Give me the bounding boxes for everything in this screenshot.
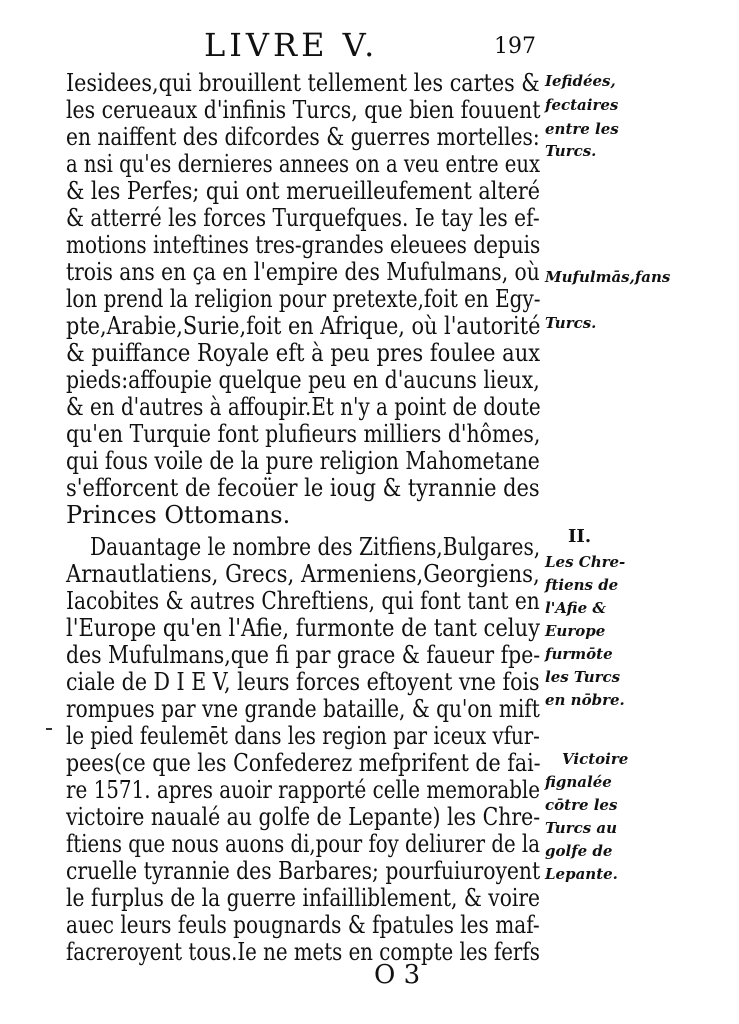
- line-text: Dauantage le nombre des Zitfiens,Bulgares,: [90, 533, 541, 561]
- note-text: golfe de: [545, 842, 613, 860]
- note-text: Turcs.: [545, 314, 597, 332]
- margin-note: [0, 70, 739, 94]
- margin-tick-mark: [46, 728, 52, 730]
- note-text: fignalée: [545, 773, 612, 791]
- line-text: & atterré les forces Turquefques. Ie tay les ef-: [66, 204, 540, 232]
- margin-note: [0, 794, 739, 818]
- line-text: qu'en Turquie font plufieurs milliers d'hômes,: [66, 420, 541, 448]
- line-text: Iesidees,qui brouillent tellement les cartes &: [66, 69, 540, 97]
- body-line: [0, 230, 739, 260]
- note-text: l'Afie &: [545, 599, 606, 617]
- margin-note: [0, 771, 739, 795]
- line-text: qui fous voile de la pure religion Mahometane: [66, 447, 540, 475]
- margin-note: [0, 863, 739, 887]
- line-text: pieds:affoupie quelque peu en d'aucuns lieux,: [66, 366, 540, 394]
- line-text: pees(ce que les Confederez mefprifent de fai-: [66, 749, 541, 777]
- note-text: II.: [568, 526, 592, 547]
- running-head-title: LIVRE V.: [204, 26, 379, 64]
- body-line: [0, 473, 739, 503]
- line-text: a nsi qu'es dernieres annees on a veu entre eux: [66, 150, 541, 178]
- margin-note: [0, 312, 739, 336]
- margin-note: [0, 597, 739, 621]
- margin-note: [0, 643, 739, 667]
- line-text: les cerueaux d'infinis Turcs, que bien fouuent: [66, 96, 541, 124]
- page-number: 197: [494, 34, 536, 59]
- body-line: [0, 419, 739, 449]
- line-text: auec leurs feuls pougnards & fpatules les maf-: [66, 911, 540, 939]
- line-text: ftiens que nous auons di,pour foy deliurer de la: [66, 830, 540, 858]
- body-line: [0, 176, 739, 206]
- signature-mark: O 3: [374, 960, 421, 990]
- note-text: cōtre les: [545, 796, 618, 814]
- body-line: [0, 910, 739, 940]
- margin-note: [0, 817, 739, 841]
- line-text: des Mufulmans,que fi par grace & faueur fpe-: [66, 641, 541, 669]
- body-line: [0, 883, 739, 913]
- line-text: victoire naualé au golfe de Lepante) les Chre-: [66, 803, 541, 831]
- note-text: ftiens de: [545, 576, 619, 594]
- line-text: rompues par vne grande bataille, & qu'on mift: [66, 695, 540, 723]
- note-text: Turcs au: [545, 819, 618, 837]
- margin-note: [0, 551, 739, 575]
- margin-note: [0, 840, 739, 864]
- line-text: pte,Arabie,Surie,foit en Afrique, où l'autorité: [66, 312, 541, 340]
- note-text: Victoire: [562, 750, 629, 768]
- note-text: Turcs.: [545, 142, 597, 160]
- margin-note: [0, 748, 739, 772]
- note-text: Iefidées,: [545, 72, 616, 90]
- note-text: furmōte: [545, 645, 613, 663]
- line-text: Arnautlatiens, Grecs, Armeniens,Georgiens,: [66, 560, 540, 588]
- line-text: s'efforcent de fecoüer le ioug & tyrannie des: [66, 474, 540, 502]
- margin-note: [0, 266, 739, 290]
- body-line: [0, 446, 739, 476]
- note-text: entre les: [545, 120, 619, 138]
- body-line: [0, 365, 739, 395]
- margin-note: [0, 118, 739, 142]
- margin-note: [0, 574, 739, 598]
- body-line: [0, 203, 739, 233]
- line-text: l'Europe qu'en l'Afie, furmonte de tant celuy: [66, 614, 541, 642]
- body-line: [0, 338, 739, 368]
- note-text: en nōbre.: [545, 691, 625, 709]
- body-line: [0, 392, 739, 422]
- line-text: & puiffance Royale eft à peu pres foulee aux: [66, 339, 541, 367]
- line-text: Princes Ottomans.: [66, 501, 291, 529]
- note-text: Lepante.: [545, 865, 618, 883]
- line-text: & les Perfes; qui ont merueilleufement alteré: [66, 177, 540, 205]
- body-line: [0, 937, 739, 967]
- line-text: cruelle tyrannie des Barbares; pourfuiuroyent: [66, 857, 541, 885]
- line-text: & en d'autres à affoupir.Et n'y a point de doute: [66, 393, 541, 421]
- margin-note: [0, 666, 739, 690]
- line-text: Iacobites & autres Chreftiens, qui font tant en: [66, 587, 540, 615]
- line-text: en naiffent des difcordes & guerres mortelles:: [66, 123, 540, 151]
- line-text: facreroyent tous.Ie ne mets en compte les ferfs: [66, 938, 540, 966]
- line-text: re 1571. apres auoir rapporté celle memorable: [66, 776, 541, 804]
- margin-note: [0, 526, 739, 550]
- note-text: Les Chre-: [545, 553, 626, 571]
- line-text: le pied feulemēt dans les region par iceux vfur-: [66, 722, 540, 750]
- line-text: lon prend la religion pour pretexte,foit en Egy-: [66, 285, 541, 313]
- body-line: [0, 721, 739, 751]
- note-text: les Turcs: [545, 668, 621, 686]
- line-text: trois ans en ça en l'empire des Mufulmans, où: [66, 258, 540, 286]
- margin-note: [0, 140, 739, 164]
- note-text: fectaires: [545, 96, 619, 114]
- note-text: Europe: [545, 622, 606, 640]
- line-text: motions inteftines tres-grandes eleuees depuis: [66, 231, 541, 259]
- margin-note: [0, 620, 739, 644]
- note-text: Mufulmās,fans: [545, 268, 671, 286]
- line-text: le furplus de la guerre infailliblement, & voire: [66, 884, 541, 912]
- line-text: ciale de D I E V, leurs forces eftoyent vne fois: [66, 668, 540, 696]
- margin-note: [0, 94, 739, 118]
- margin-note: [0, 689, 739, 713]
